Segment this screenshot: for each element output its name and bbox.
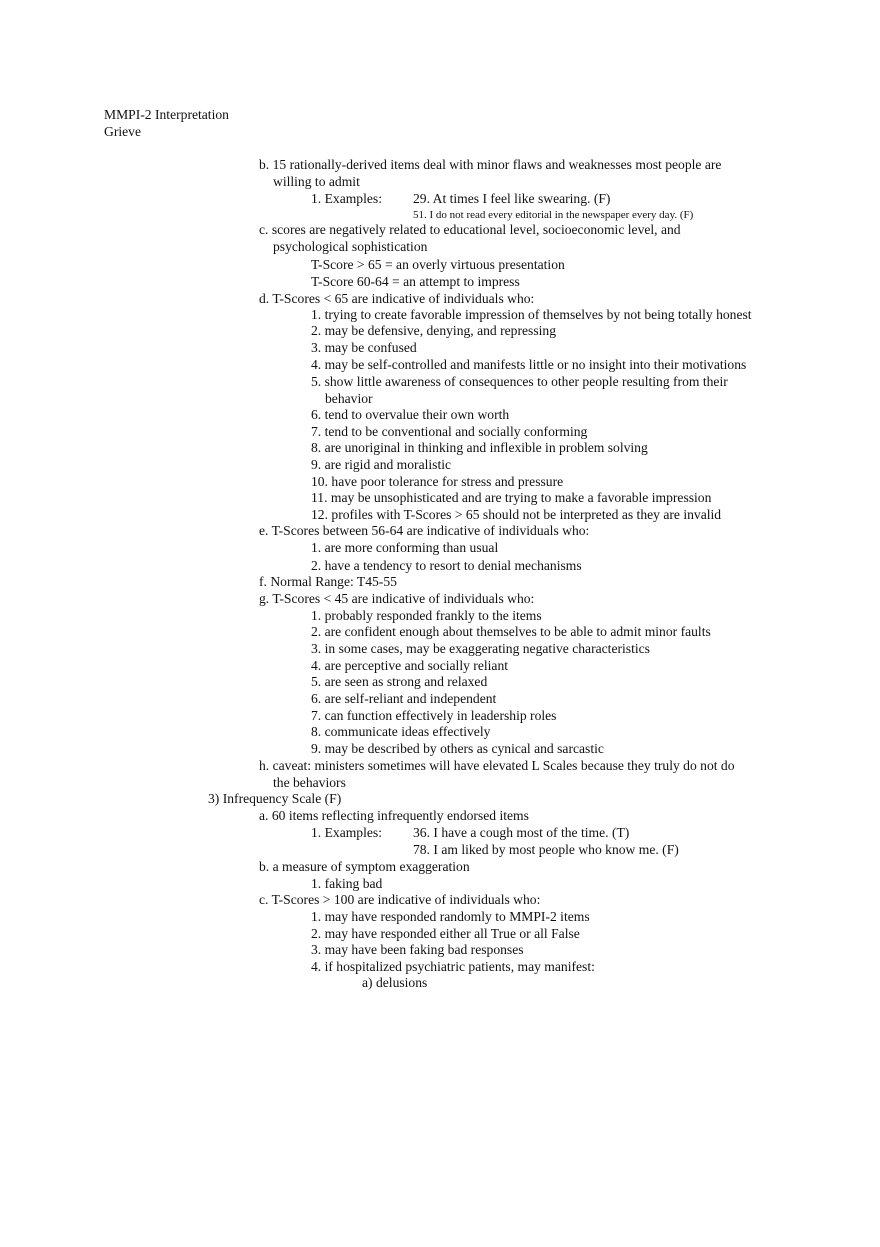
list-item: 6. are self-reliant and independent: [311, 691, 497, 706]
list-item: 4. may be self-controlled and manifests little or no insight into their motivations: [311, 357, 747, 372]
list-item: 3. in some cases, may be exaggerating negative characteristics: [311, 641, 650, 656]
item-d-heading: d. T-Scores < 65 are indicative of individuals who:: [259, 291, 535, 306]
example-item: 51. I do not read every editorial in the newspaper every day. (F): [413, 209, 694, 221]
item-b-text: b. 15 rationally-derived items deal with minor flaws and weaknesses most people are: [259, 157, 722, 172]
list-item: 1. are more conforming than usual: [311, 540, 499, 555]
item-b-text: b. a measure of symptom exaggeration: [259, 859, 470, 874]
example-item: 36. I have a cough most of the time. (T): [413, 825, 630, 840]
list-item: 5. are seen as strong and relaxed: [311, 674, 488, 689]
list-item: 1. may have responded randomly to MMPI-2 items: [311, 909, 590, 924]
list-item: 4. if hospitalized psychiatric patients, may manifest:: [311, 959, 595, 974]
item-f-heading: f. Normal Range: T45-55: [259, 574, 397, 589]
item-c-heading: c. T-Scores > 100 are indicative of individuals who:: [259, 892, 541, 907]
examples-label: 1. Examples:: [311, 825, 382, 840]
list-item: 1. trying to create favorable impression of themselves by not being totally honest: [311, 307, 752, 322]
list-item: 3. may have been faking bad responses: [311, 942, 524, 957]
list-item: 5. show little awareness of consequences to other people resulting from their: [311, 374, 728, 389]
item-e-heading: e. T-Scores between 56-64 are indicative of individuals who:: [259, 523, 590, 538]
list-item-cont: behavior: [325, 391, 373, 406]
section-heading: 3) Infrequency Scale (F): [208, 791, 342, 806]
list-item: 8. are unoriginal in thinking and inflexible in problem solving: [311, 440, 648, 455]
tscore-line: T-Score > 65 = an overly virtuous presentation: [311, 257, 565, 272]
document-author: Grieve: [104, 124, 141, 139]
item-b-text-cont: willing to admit: [273, 174, 360, 189]
item-c-text-cont: psychological sophistication: [273, 239, 428, 254]
list-item: 3. may be confused: [311, 340, 417, 355]
list-item: 1. faking bad: [311, 876, 383, 891]
list-item: 2. have a tendency to resort to denial mechanisms: [311, 558, 582, 573]
list-item: 12. profiles with T-Scores > 65 should not be interpreted as they are invalid: [311, 507, 722, 522]
list-item: 2. may have responded either all True or all False: [311, 926, 580, 941]
tscore-line: T-Score 60-64 = an attempt to impress: [311, 274, 520, 289]
example-item: 29. At times I feel like swearing. (F): [413, 191, 611, 206]
list-item: 9. may be described by others as cynical and sarcastic: [311, 741, 604, 756]
item-c-text: c. scores are negatively related to educational level, socioeconomic level, and: [259, 222, 681, 237]
document-title: MMPI-2 Interpretation: [104, 107, 229, 122]
item-h-text: h. caveat: ministers sometimes will have elevated L Scales because they truly do not do: [259, 758, 735, 773]
list-item: 10. have poor tolerance for stress and pressure: [311, 474, 564, 489]
list-item: 2. may be defensive, denying, and repressing: [311, 323, 556, 338]
example-item: 78. I am liked by most people who know me. (F): [413, 842, 679, 857]
list-item: 8. communicate ideas effectively: [311, 724, 491, 739]
list-item: 11. may be unsophisticated and are trying to make a favorable impression: [311, 490, 712, 505]
list-item: 7. can function effectively in leadership roles: [311, 708, 557, 723]
list-item: 7. tend to be conventional and socially conforming: [311, 424, 588, 439]
list-item: 6. tend to overvalue their own worth: [311, 407, 510, 422]
list-item: 2. are confident enough about themselves to be able to admit minor faults: [311, 624, 711, 639]
item-a-text: a. 60 items reflecting infrequently endorsed items: [259, 808, 529, 823]
list-item: 9. are rigid and moralistic: [311, 457, 452, 472]
examples-label: 1. Examples:: [311, 191, 382, 206]
list-item: 1. probably responded frankly to the items: [311, 608, 542, 623]
list-item: 4. are perceptive and socially reliant: [311, 658, 509, 673]
item-h-text-cont: the behaviors: [273, 775, 346, 790]
sub-list-item: a) delusions: [362, 975, 428, 990]
item-g-heading: g. T-Scores < 45 are indicative of individuals who:: [259, 591, 535, 606]
